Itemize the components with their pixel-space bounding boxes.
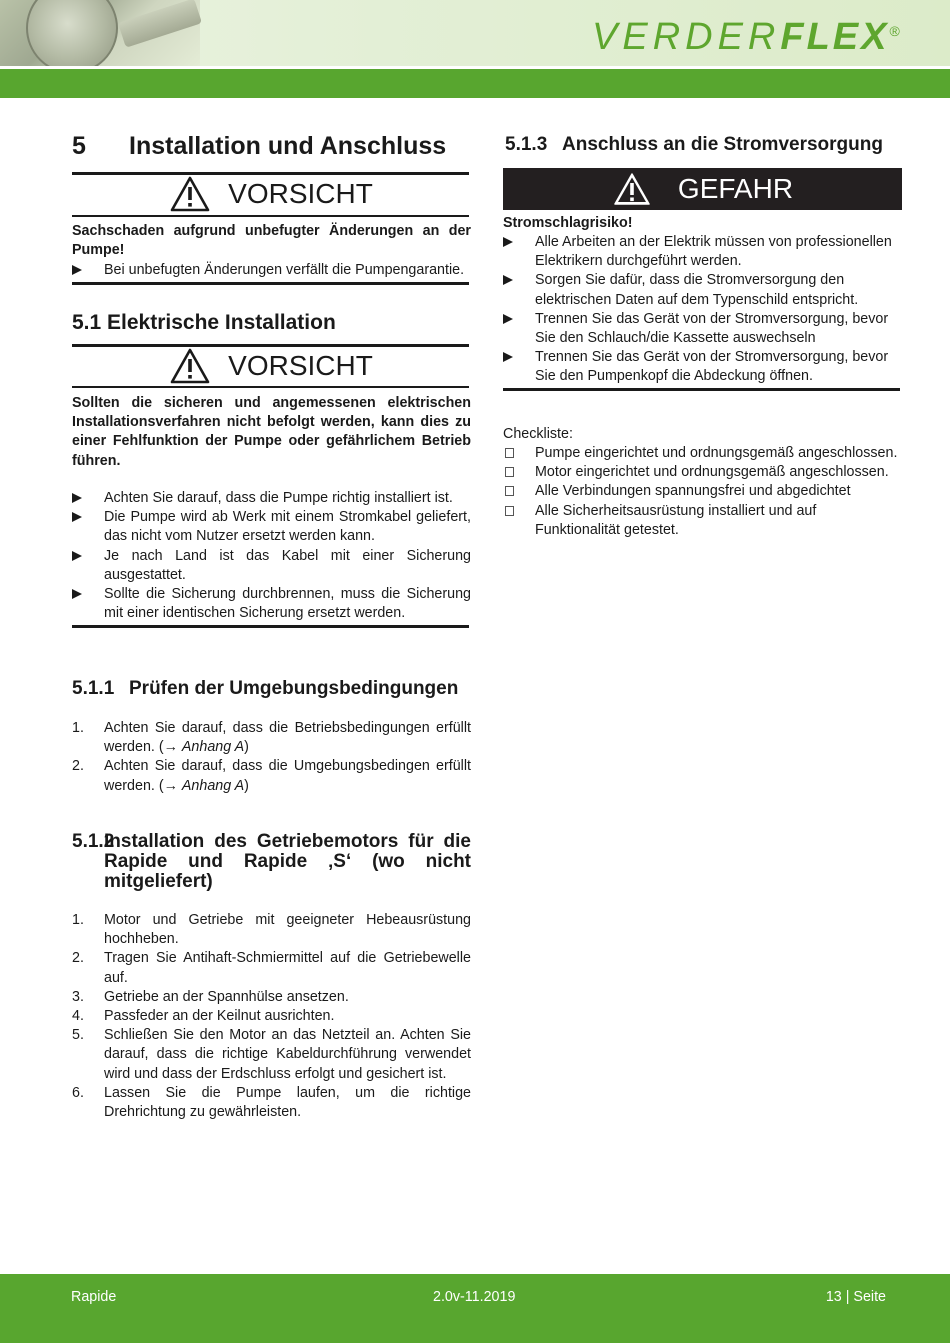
checkbox-icon <box>505 448 514 458</box>
list-item: Trennen Sie das Gerät von der Stromversorgung, bevor Sie den Schlauch/die Kassette auswechseln <box>503 310 902 348</box>
warning-triangle-icon <box>170 348 210 384</box>
list-item: 6. Lassen Sie die Pumpe laufen, um die richtige Drehrichtung zu gewährleisten. <box>72 1084 471 1121</box>
caution-label: VORSICHT <box>228 350 373 381</box>
danger-heading: Stromschlagrisiko! <box>503 215 633 231</box>
bullet-triangle-icon <box>503 237 513 247</box>
bullet-triangle-icon <box>503 314 513 324</box>
section-title-5-1-1: 5.1.1 Prüfen der Umgebungsbedingungen <box>72 678 459 699</box>
caution-mid-rule <box>72 386 469 388</box>
numbered-list <box>72 719 471 796</box>
checkbox-icon <box>505 506 514 516</box>
chapter-number: 5 <box>72 132 86 160</box>
list-item: Trennen Sie das Gerät von der Stromversorgung, bevor Sie den Pumpenkopf die Abdeckung öffnen. <box>503 348 902 386</box>
list-item: Alle Arbeiten an der Elektrik müssen von professionellen Elektrikern durchgeführt werden. <box>503 233 902 271</box>
checklist-item: Alle Sicherheitsausrüstung installiert und auf Funktionalität getestet. <box>503 502 902 540</box>
danger-list <box>503 233 902 387</box>
page-footer <box>0 1274 950 1343</box>
checklist <box>503 444 902 540</box>
page-header <box>0 0 950 66</box>
list-item: 3. Getriebe an der Spannhülse ansetzen. <box>72 988 349 1005</box>
list-item: 2. Tragen Sie Antihaft-Schmiermittel auf die Getriebewelle auf. <box>72 950 471 986</box>
checkbox-icon <box>505 467 514 477</box>
list-item: Je nach Land ist das Kabel mit einer Sicherung ausgestattet. <box>72 547 471 585</box>
checklist-item: Motor eingerichtet und ordnungsgemäß angeschlossen. <box>503 463 902 482</box>
footer-product: Rapide <box>71 1289 117 1305</box>
checklist-title: Checkliste: <box>503 426 573 442</box>
caution-mid-rule <box>72 215 469 217</box>
list-item: Sollte die Sicherung durchbrennen, muss die Sicherung mit einer identischen Sicherung ersetzt werden. <box>72 585 471 623</box>
bullet-triangle-icon <box>72 589 82 599</box>
caution-bottom-rule <box>72 282 469 285</box>
list-item: 1. Achten Sie darauf, dass die Betriebsbedingungen erfüllt werden. (→ Anhang A) <box>72 720 471 756</box>
checkbox-icon <box>505 486 514 496</box>
bullet-triangle-icon <box>72 512 82 522</box>
warning-triangle-icon <box>612 171 652 207</box>
list-item: 1. Motor und Getriebe mit geeigneter Hebeausrüstung hochheben. <box>72 912 471 948</box>
chapter-title-text: Installation und Anschluss <box>129 132 447 160</box>
danger-signal-panel <box>503 168 902 210</box>
footer-page-number: 13 | Seite <box>825 1289 886 1305</box>
bullet-triangle-icon <box>72 493 82 503</box>
bullet-triangle-icon <box>72 265 82 275</box>
list-item: 4. Passfeder an der Keilnut ausrichten. <box>72 1008 335 1025</box>
caution-list <box>72 489 471 623</box>
section-title-5-1-3: 5.1.3 Anschluss an die Stromversorgung <box>505 134 883 155</box>
warning-triangle-icon <box>170 176 210 212</box>
caution-heading: Sollten die sicheren und angemessenen elektrischen Installationsverfahren nicht befolgt werden, kann dies zu einer Fehlfunktion der Pumpe oder gefährlichem Betrieb führen. <box>72 395 471 469</box>
list-item: Achten Sie darauf, dass die Pumpe richtig installiert ist. <box>72 489 471 508</box>
caution-list <box>72 261 471 280</box>
numbered-list <box>72 911 471 1122</box>
checklist-item: Pumpe eingerichtet und ordnungsgemäß angeschlossen. <box>503 444 902 463</box>
section-title-5-1: 5.1 Elektrische Installation <box>72 311 336 334</box>
bullet-triangle-icon <box>72 551 82 561</box>
bullet-triangle-icon <box>503 275 513 285</box>
caution-heading: Sachschaden aufgrund unbefugter Änderungen an der Pumpe! <box>72 223 471 259</box>
checklist-item: Alle Verbindungen spannungsfrei und abgedichtet <box>503 482 902 501</box>
chapter-title <box>72 132 471 161</box>
caution-signal-word <box>72 174 471 214</box>
bullet-triangle-icon <box>503 352 513 362</box>
list-item: Sorgen Sie dafür, dass die Stromversorgung den elektrischen Daten auf dem Typenschild entspricht. <box>503 271 902 309</box>
list-item: Bei unbefugten Änderungen verfällt die Pumpengarantie. <box>72 261 471 280</box>
header-green-bar <box>0 66 950 98</box>
appendix-reference: Anhang A <box>181 739 245 756</box>
caution-bottom-rule <box>72 625 469 628</box>
caution-signal-word <box>72 346 471 386</box>
danger-label: GEFAHR <box>677 173 794 204</box>
pump-head-image <box>26 0 118 66</box>
pump-arm-image <box>118 0 202 48</box>
appendix-reference: Anhang A <box>181 777 245 794</box>
list-item: 5. Schließen Sie den Motor an das Netzteil an. Achten Sie darauf, dass die richtige Kabeldurchführung verwendet wird und dass der Erdschluss erfolgt und gesichert ist. <box>72 1027 471 1082</box>
section-title-5-1-2: 5.1.2 Installation des Getriebemotors für die Rapide und Rapide ‚S‘ (wo nicht mitgeliefert) <box>72 831 471 892</box>
footer-version: 2.0v-11.2019 <box>433 1289 516 1305</box>
list-item: 2. Achten Sie darauf, dass die Umgebungsbedingen erfüllt werden. (→ Anhang A) <box>72 758 471 794</box>
danger-bottom-rule <box>503 388 900 391</box>
verderflex-logo: VERDERFLEX® <box>592 16 900 58</box>
header-product-photo <box>0 0 200 66</box>
list-item: Die Pumpe wird ab Werk mit einem Stromkabel geliefert, das nicht vom Nutzer ersetzt werden kann. <box>72 508 471 546</box>
caution-label: VORSICHT <box>228 178 373 209</box>
